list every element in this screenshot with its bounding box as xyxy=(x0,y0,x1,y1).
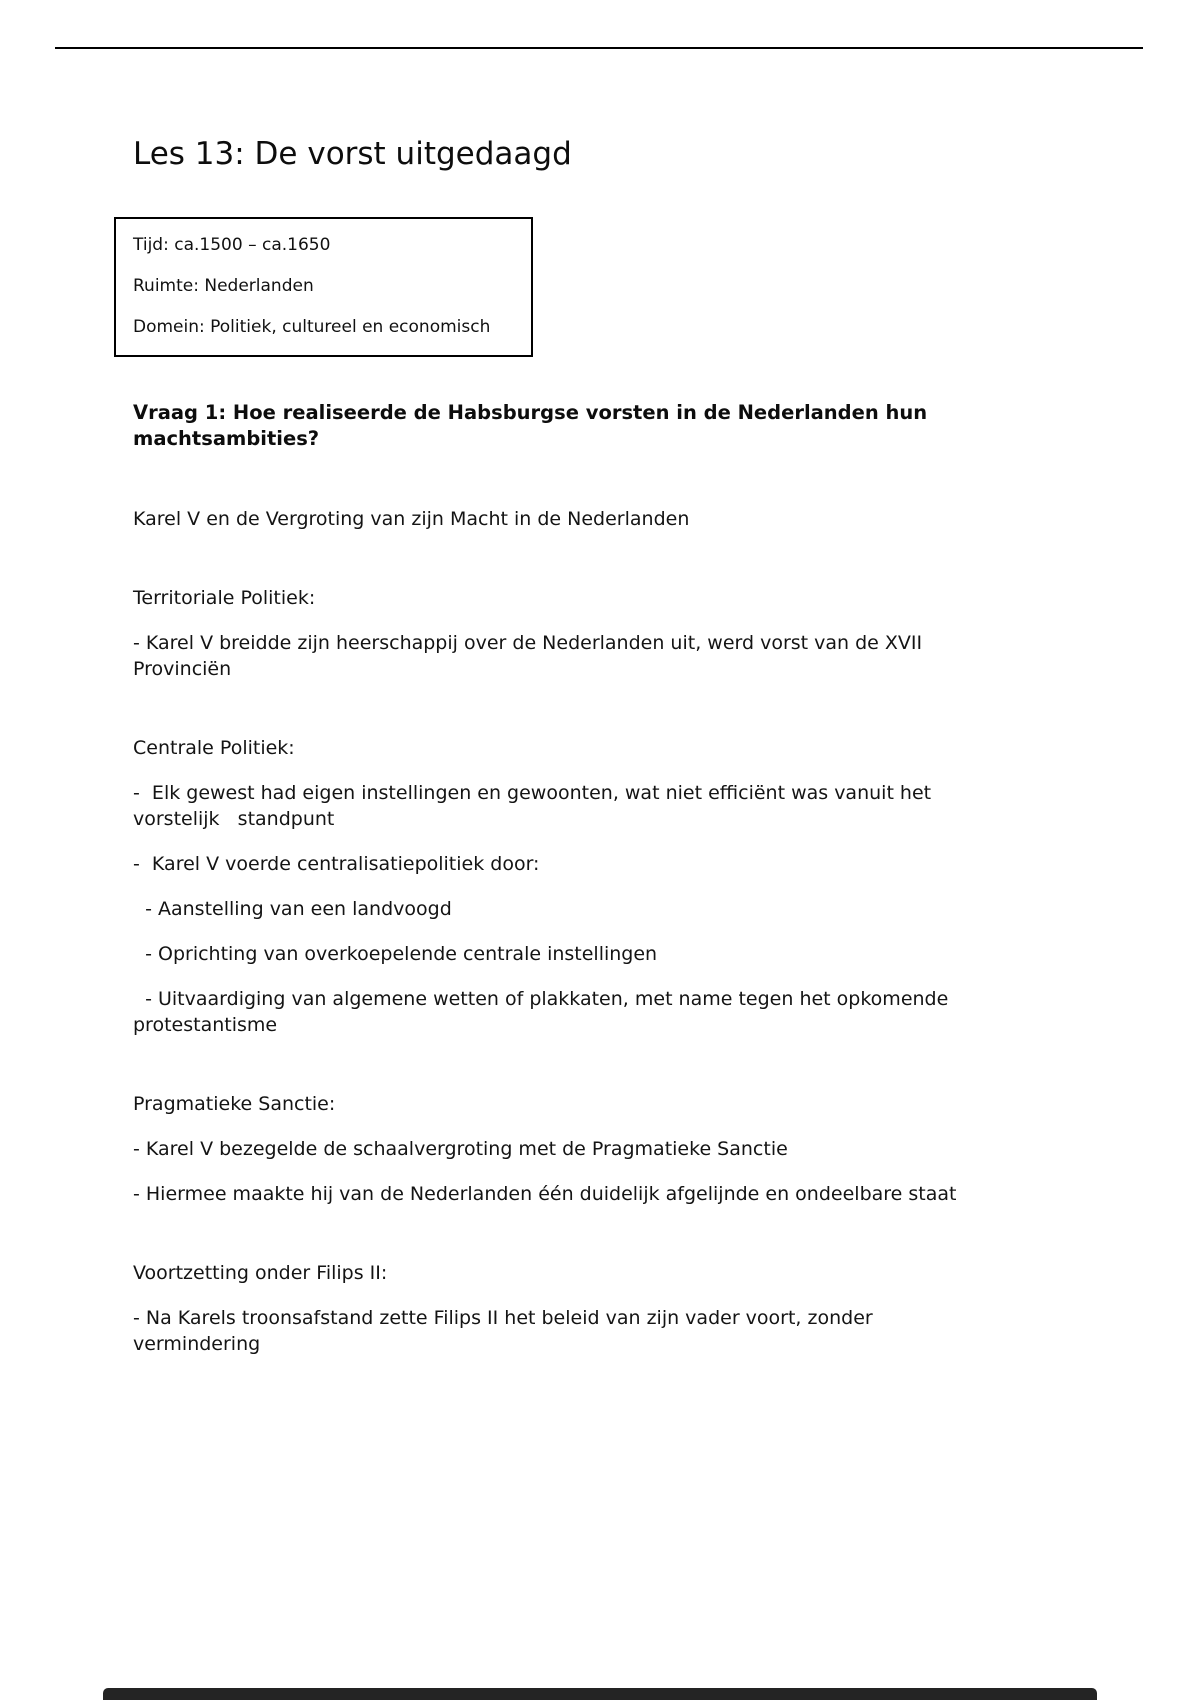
bullet-paragraph: - Hiermee maakte hij van de Nederlanden één duidelijk afgelijnde en ondeelbare staat xyxy=(133,1182,957,1205)
section-heading: Centrale Politiek: xyxy=(133,736,295,759)
sub-bullet-paragraph: - Oprichting van overkoepelende centrale instellingen xyxy=(133,942,658,965)
info-box xyxy=(114,217,533,357)
bullet-paragraph: - Na Karels troonsafstand zette Filips II het beleid van zijn vader voort, zonder vermindering xyxy=(133,1306,879,1355)
info-line-domein: Domein: Politiek, cultureel en economisch xyxy=(133,316,491,337)
section-heading: Voortzetting onder Filips II: xyxy=(133,1261,388,1284)
bullet-paragraph: - Karel V bezegelde de schaalvergroting met de Pragmatieke Sanctie xyxy=(133,1137,788,1160)
sub-bullet-paragraph: - Uitvaardiging van algemene wetten of plakkaten, met name tegen het opkomende protestantisme xyxy=(133,987,955,1036)
section-heading: Pragmatieke Sanctie: xyxy=(133,1092,336,1115)
bullet-paragraph: - Elk gewest had eigen instellingen en gewoonten, wat niet efficiënt was vanuit het vorstelijk standpunt xyxy=(133,781,938,830)
section-intro xyxy=(133,506,965,532)
question-heading: Vraag 1: Hoe realiseerde de Habsburgse vorsten in de Nederlanden hun machtsambities? xyxy=(133,401,928,451)
page-content xyxy=(133,0,965,1357)
page-title: Les 13: De vorst uitgedaagd xyxy=(133,136,572,172)
section-heading: Karel V en de Vergroting van zijn Macht in de Nederlanden xyxy=(133,507,690,530)
info-line-tijd: Tijd: ca.1500 – ca.1650 xyxy=(133,234,331,255)
section-voortzetting-filips xyxy=(133,1260,965,1357)
info-line-ruimte: Ruimte: Nederlanden xyxy=(133,275,314,296)
section-pragmatieke-sanctie xyxy=(133,1091,965,1207)
section-territoriale-politiek xyxy=(133,585,965,682)
sub-bullet-paragraph: - Aanstelling van een landvoogd xyxy=(133,897,452,920)
section-heading: Territoriale Politiek: xyxy=(133,586,316,609)
next-page-edge xyxy=(103,1688,1097,1700)
bullet-paragraph: - Karel V voerde centralisatiepolitiek door: xyxy=(133,852,540,875)
section-centrale-politiek xyxy=(133,735,965,1038)
bullet-paragraph: - Karel V breidde zijn heerschappij over de Nederlanden uit, werd vorst van de XVII Provinciën xyxy=(133,631,929,680)
